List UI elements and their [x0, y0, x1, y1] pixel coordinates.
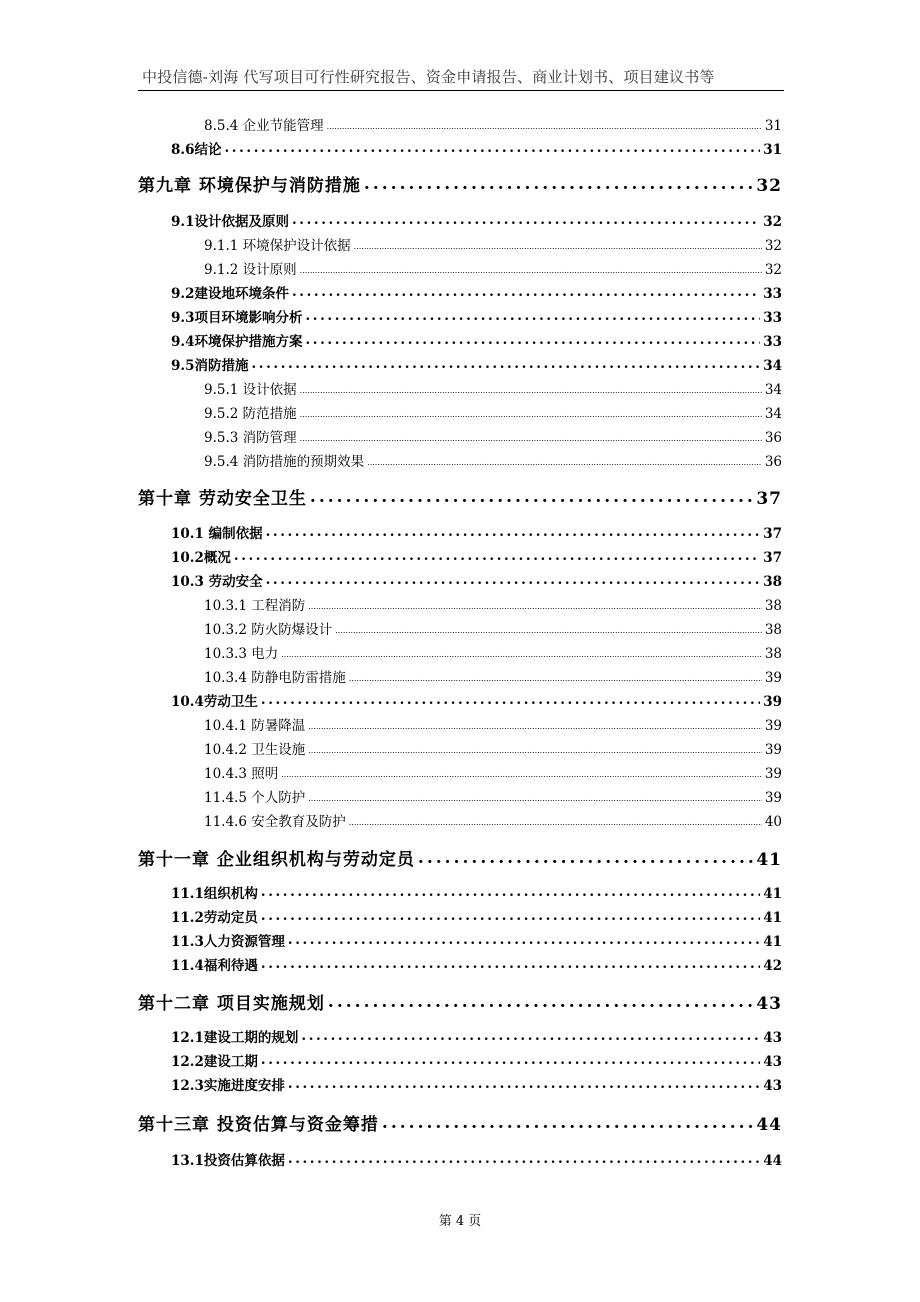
toc-entry-title [171, 330, 303, 350]
toc-dot-leader [300, 265, 762, 279]
toc-entry-number: 9.5 [171, 358, 195, 374]
toc-entry-number: 12.1 [171, 1030, 204, 1046]
toc-entry-title [204, 762, 278, 782]
toc-entry-title [204, 378, 297, 398]
toc-entry-sub[interactable] [204, 378, 782, 398]
toc-entry-text: 劳动卫生 [203, 694, 258, 710]
toc-page-number: 34 [764, 382, 782, 398]
toc-entry-sub[interactable] [204, 810, 782, 830]
toc-entry-text: 人力资源管理 [203, 934, 285, 950]
toc-dot-leader [281, 649, 762, 663]
toc-page-number: 32 [756, 176, 782, 196]
toc-entry-text: 项目环境影响分析 [194, 310, 303, 326]
toc-entry-sec[interactable] [171, 954, 782, 974]
toc-entry-number: 10.3.4 [204, 670, 247, 686]
toc-entry-text: 工程消防 [251, 598, 306, 614]
toc-dot-leader [288, 937, 760, 951]
toc-entry-title [204, 234, 351, 254]
toc-page-number: 39 [764, 718, 782, 734]
toc-dot-leader [261, 961, 760, 975]
toc-page-number: 38 [764, 622, 782, 638]
toc-entry-title [171, 882, 258, 902]
toc-entry-text: 福利待遇 [203, 958, 258, 974]
toc-entry-title [171, 1149, 285, 1169]
toc-entry-chap[interactable] [138, 485, 782, 509]
page-footer: 第 4 页 [438, 1214, 482, 1229]
toc-entry-sub[interactable] [204, 762, 782, 782]
toc-entry-number: 11.4.5 [204, 790, 247, 806]
toc-entry-title [204, 618, 332, 638]
toc-entry-number: 8.6 [171, 142, 195, 158]
toc-page-number: 33 [763, 310, 782, 326]
toc-entry-title [204, 114, 324, 134]
toc-entry-title [171, 546, 231, 566]
toc-entry-text: 第十二章 项目实施规划 [138, 994, 325, 1014]
toc-entry-number: 9.1.2 [204, 262, 239, 278]
toc-entry-text: 个人防护 [251, 790, 306, 806]
toc-entry-text: 结论 [194, 142, 222, 158]
toc-entry-text: 环境保护设计依据 [242, 238, 351, 254]
toc-page-number: 31 [764, 118, 782, 134]
toc-dot-leader [382, 1118, 753, 1135]
toc-entry-number: 9.4 [171, 334, 195, 350]
toc-entry-number: 9.3 [171, 310, 195, 326]
toc-entry-text: 设计依据及原则 [194, 214, 289, 230]
toc-dot-leader [367, 457, 762, 471]
toc-entry-sec[interactable] [171, 306, 782, 326]
toc-dot-leader [292, 217, 760, 231]
toc-entry-text: 概况 [203, 550, 231, 566]
toc-page-number: 41 [763, 910, 782, 926]
toc-entry-sec[interactable] [171, 1026, 782, 1046]
toc-entry-text: 企业节能管理 [242, 118, 324, 134]
toc-entry-sub[interactable] [204, 426, 782, 446]
toc-entry-title [171, 690, 258, 710]
toc-entry-title [171, 210, 289, 230]
toc-entry-title [204, 258, 297, 278]
toc-page-number: 39 [763, 694, 782, 710]
toc-entry-sub[interactable] [204, 114, 782, 134]
toc-page-number: 37 [763, 550, 782, 566]
toc-entry-sec[interactable] [171, 1074, 782, 1094]
toc-page-number: 33 [763, 286, 782, 302]
toc-dot-leader [300, 385, 762, 399]
toc-dot-leader [306, 337, 761, 351]
toc-entry-title [171, 906, 258, 926]
toc-dot-leader [308, 601, 762, 615]
toc-entry-title [171, 282, 289, 302]
toc-entry-text: 防静电防雷措施 [251, 670, 346, 686]
toc-page-number: 33 [763, 334, 782, 350]
toc-entry-sec[interactable] [171, 1050, 782, 1070]
toc-entry-sec[interactable] [171, 906, 782, 926]
toc-entry-sec[interactable] [171, 570, 782, 590]
toc-dot-leader [328, 997, 753, 1014]
toc-dot-leader [306, 313, 761, 327]
toc-dot-leader [288, 1081, 760, 1095]
toc-page-number: 34 [764, 406, 782, 422]
toc-entry-number: 9.2 [171, 286, 195, 302]
toc-entry-sub[interactable] [204, 234, 782, 254]
toc-page-number: 32 [764, 238, 782, 254]
toc-entry-text: 防范措施 [242, 406, 297, 422]
toc-entry-title [138, 171, 361, 196]
toc-entry-sub[interactable] [204, 642, 782, 662]
toc-entry-title [138, 1110, 379, 1135]
toc-page-number: 43 [763, 1030, 782, 1046]
toc-entry-text: 建设工期 [203, 1054, 258, 1070]
header-text: 中投信德-刘海 代写项目可行性研究报告、资金申请报告、商业计划书、项目建议书等 [142, 68, 715, 86]
toc-page-number: 34 [763, 358, 782, 374]
toc-page-number: 43 [763, 1054, 782, 1070]
toc-page-number: 31 [763, 142, 782, 158]
toc-dot-leader [261, 889, 760, 903]
toc-entry-title [204, 714, 305, 734]
toc-entry-sub[interactable] [204, 786, 782, 806]
toc-entry-title [171, 1026, 298, 1046]
toc-entry-sub[interactable] [204, 714, 782, 734]
toc-entry-text: 防火防爆设计 [251, 622, 333, 638]
toc-entry-text: 建设工期的规划 [203, 1030, 299, 1046]
toc-page-number: 41 [763, 934, 782, 950]
toc-entry-sub[interactable] [204, 258, 782, 278]
toc-entry-number: 9.1.1 [204, 238, 239, 254]
toc-dot-leader [349, 817, 762, 831]
toc-entry-title [171, 954, 258, 974]
toc-page-number: 32 [763, 214, 782, 230]
toc-entry-number: 9.5.2 [204, 406, 239, 422]
toc-dot-leader [266, 577, 761, 591]
toc-entry-text: 第九章 环境保护与消防措施 [138, 176, 361, 196]
toc-entry-number: 8.5.4 [204, 118, 239, 134]
toc-entry-text: 劳动定员 [203, 910, 258, 926]
toc-entry-text: 建设地环境条件 [194, 286, 289, 302]
toc-dot-leader [310, 492, 753, 509]
toc-entry-sub[interactable] [204, 450, 782, 470]
toc-dot-leader [327, 121, 762, 135]
toc-entry-number: 9.5.4 [204, 454, 239, 470]
toc-entry-number: 9.5.3 [204, 430, 239, 446]
toc-dot-leader [300, 409, 762, 423]
toc-page-number: 43 [763, 1078, 782, 1094]
toc-entry-number: 10.3 [171, 574, 204, 590]
toc-entry-text: 环境保护措施方案 [194, 334, 303, 350]
toc-entry-number: 12.2 [171, 1054, 204, 1070]
toc-entry-text: 组织机构 [203, 886, 258, 902]
toc-dot-leader [308, 793, 762, 807]
toc-entry-number: 10.4.1 [204, 718, 247, 734]
toc-entry-title [204, 426, 297, 446]
toc-entry-sec[interactable] [171, 210, 782, 230]
toc-entry-text: 投资估算依据 [203, 1153, 285, 1169]
toc-entry-sec[interactable] [171, 354, 782, 374]
toc-page-number: 37 [763, 526, 782, 542]
toc-entry-text: 设计依据 [242, 382, 297, 398]
toc-entry-sec[interactable] [171, 522, 782, 542]
toc-entry-text: 防暑降温 [251, 718, 306, 734]
toc-page-number: 38 [764, 646, 782, 662]
toc-entry-text: 设计原则 [242, 262, 297, 278]
toc-entry-text: 实施进度安排 [203, 1078, 285, 1094]
toc-entry-text: 卫生设施 [251, 742, 306, 758]
toc-dot-leader [308, 745, 762, 759]
toc-dot-leader [292, 289, 760, 303]
toc-dot-leader [349, 673, 762, 687]
toc-entry-text: 第十一章 企业组织机构与劳动定员 [138, 850, 415, 870]
toc-entry-title [171, 138, 222, 158]
toc-entry-number: 10.2 [171, 550, 204, 566]
toc-page-number: 39 [764, 742, 782, 758]
toc-entry-number: 10.4.3 [204, 766, 247, 782]
toc-entry-number: 9.1 [171, 214, 195, 230]
toc-dot-leader [418, 853, 753, 870]
toc-entry-chap[interactable] [138, 1111, 782, 1135]
toc-entry-sub[interactable] [204, 594, 782, 614]
toc-page-number: 38 [763, 574, 782, 590]
toc-dot-leader [364, 179, 753, 196]
toc-page-number: 41 [763, 886, 782, 902]
toc-entry-title [171, 522, 263, 542]
toc-entry-sub[interactable] [204, 618, 782, 638]
toc-dot-leader [225, 145, 761, 159]
toc-entry-title [204, 402, 297, 422]
toc-entry-title [171, 354, 249, 374]
toc-entry-sec[interactable] [171, 1149, 782, 1169]
toc-entry-title [171, 930, 285, 950]
toc-entry-text: 消防管理 [242, 430, 297, 446]
toc-entry-sub[interactable] [204, 402, 782, 422]
toc-entry-title [204, 594, 305, 614]
toc-entry-sec[interactable] [171, 690, 782, 710]
toc-page-number: 36 [764, 430, 782, 446]
toc-entry-title [171, 306, 303, 326]
toc-entry-text: 第十三章 投资估算与资金筹措 [138, 1115, 379, 1135]
toc-entry-chap[interactable] [138, 846, 782, 870]
toc-page-number: 39 [764, 670, 782, 686]
toc-entry-number: 9.5.1 [204, 382, 239, 398]
toc-entry-number: 12.3 [171, 1078, 204, 1094]
toc-page-number: 43 [756, 994, 782, 1014]
toc-dot-leader [266, 529, 761, 543]
toc-entry-number: 13.1 [171, 1153, 204, 1169]
toc-entry-sec[interactable] [171, 330, 782, 350]
toc-entry-number: 10.3.3 [204, 646, 247, 662]
toc-entry-title [171, 1074, 285, 1094]
toc-dot-leader [308, 721, 762, 735]
toc-entry-number: 11.4 [171, 958, 204, 974]
toc-dot-leader [252, 361, 761, 375]
toc-dot-leader [281, 769, 762, 783]
toc-entry-sub[interactable] [204, 738, 782, 758]
toc-entry-title [204, 738, 305, 758]
toc-entry-sec[interactable] [171, 138, 782, 158]
toc-entry-text: 劳动安全 [203, 574, 263, 590]
toc-entry-chap[interactable] [138, 990, 782, 1014]
toc-dot-leader [261, 913, 760, 927]
toc-dot-leader [261, 1057, 760, 1071]
toc-page-number: 38 [764, 598, 782, 614]
toc-entry-text: 消防措施的预期效果 [242, 454, 365, 470]
toc-entry-sec[interactable] [171, 882, 782, 902]
toc-entry-number: 10.4.2 [204, 742, 247, 758]
toc-entry-number: 11.3 [171, 934, 204, 950]
toc-entry-number: 10.1 [171, 526, 204, 542]
toc-page-number: 44 [756, 1115, 782, 1135]
toc-page-number: 32 [764, 262, 782, 278]
toc-entry-sec[interactable] [171, 930, 782, 950]
toc-dot-leader [300, 433, 762, 447]
toc-entry-title [204, 786, 305, 806]
toc-page-number: 39 [764, 766, 782, 782]
toc-dot-leader [261, 697, 760, 711]
toc-entry-number: 11.4.6 [204, 814, 247, 830]
toc-entry-title [138, 989, 325, 1014]
toc-page-number: 39 [764, 790, 782, 806]
toc-page-number: 44 [763, 1153, 782, 1169]
toc-entry-text: 电力 [251, 646, 279, 662]
toc-entry-text: 消防措施 [194, 358, 249, 374]
toc-entry-text: 编制依据 [203, 526, 263, 542]
page-header [138, 62, 784, 91]
toc-page-number: 37 [756, 489, 782, 509]
toc-entry-number: 10.3.2 [204, 622, 247, 638]
toc-page-number: 41 [756, 850, 782, 870]
toc-entry-title [204, 666, 346, 686]
toc-entry-number: 10.3.1 [204, 598, 247, 614]
toc-entry-sec[interactable] [171, 546, 782, 566]
toc-dot-leader [288, 1156, 760, 1170]
toc-dot-leader [301, 1033, 760, 1047]
toc-entry-text: 照明 [251, 766, 279, 782]
toc-entry-title [204, 450, 364, 470]
toc-entry-title [138, 845, 415, 870]
toc-entry-text: 安全教育及防护 [251, 814, 346, 830]
toc-entry-title [138, 484, 307, 509]
toc-entry-chap[interactable] [138, 172, 782, 196]
toc-entry-title [204, 642, 278, 662]
toc-entry-number: 10.4 [171, 694, 204, 710]
toc-entry-sub[interactable] [204, 666, 782, 686]
toc-entry-title [171, 570, 263, 590]
toc-entry-number: 11.1 [171, 886, 204, 902]
toc-dot-leader [234, 553, 760, 567]
toc-page-number: 40 [764, 814, 782, 830]
toc-entry-text: 第十章 劳动安全卫生 [138, 489, 307, 509]
toc-entry-title [204, 810, 346, 830]
toc-dot-leader [335, 625, 762, 639]
toc-dot-leader [354, 241, 762, 255]
toc-entry-title [171, 1050, 258, 1070]
toc-entry-number: 11.2 [171, 910, 204, 926]
toc-page-number: 36 [764, 454, 782, 470]
toc-entry-sec[interactable] [171, 282, 782, 302]
toc-page-number: 42 [763, 958, 782, 974]
